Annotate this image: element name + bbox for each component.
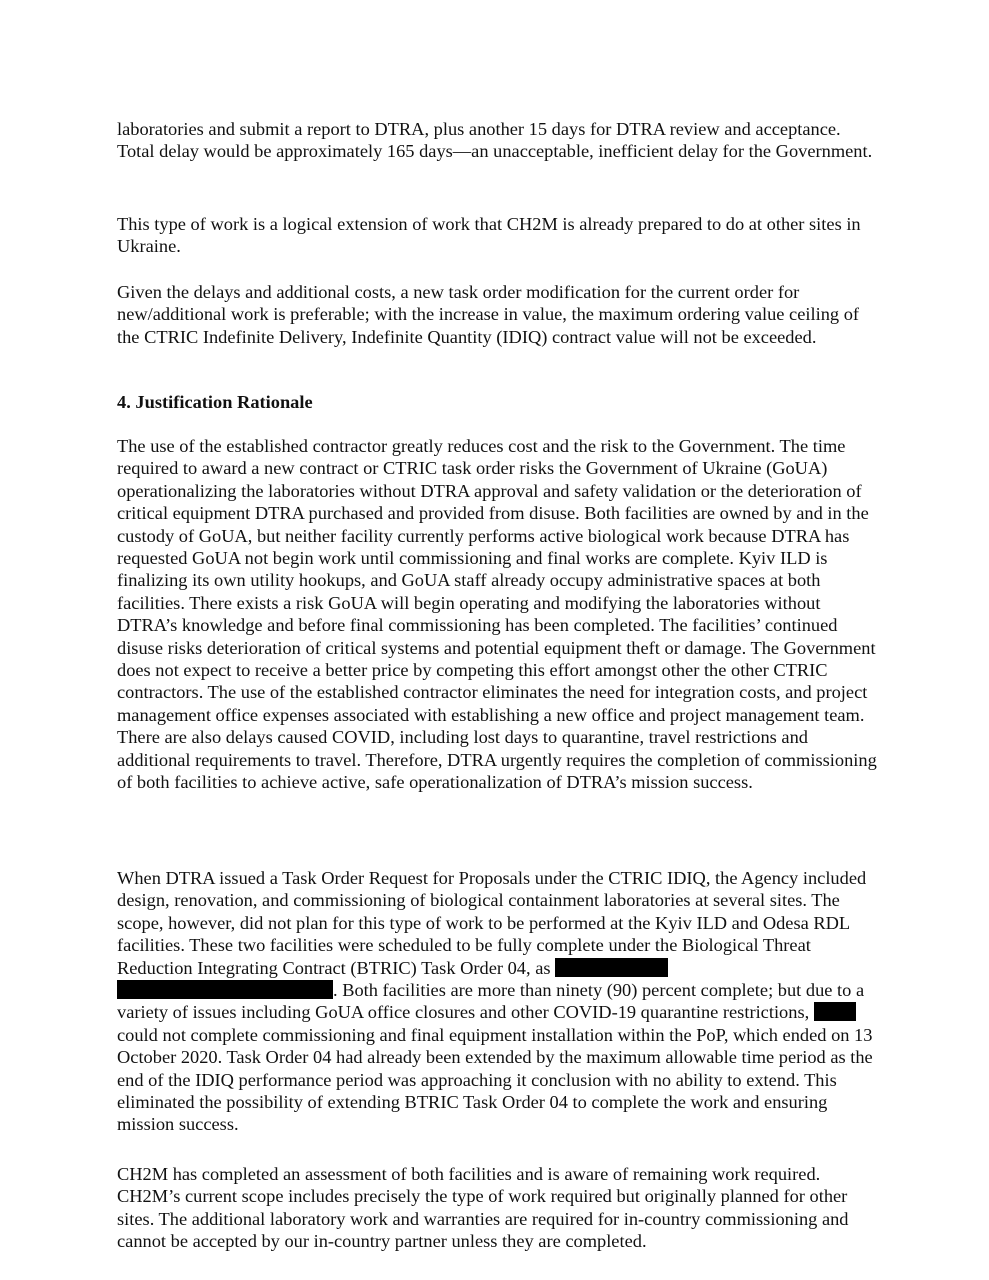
paragraph-assessment: CH2M has completed an assessment of both facilities and is aware of remaining work required. CH2M’s current scope includes precisely the type of work required but originally planned for other sites. The additional laboratory work and warranties are required for in-country commissioning and cannot be accepted by our in-country partner unless they are completed.: [117, 1164, 849, 1252]
redaction-block: [555, 958, 668, 977]
paragraph-task-order-request-part-b: . Both facilities are more than ninety (90) percent complete; but due to a variety of issues including GoUA office closures and other COVID-19 quarantine restrictions,: [117, 980, 865, 1023]
paragraph-task-order-request: [117, 867, 877, 1136]
paragraph-delay: laboratories and submit a report to DTRA, plus another 15 days for DTRA review and acceptance. Total delay would be approximately 165 days—an unacceptable, inefficient delay for the Government.: [117, 119, 873, 162]
paragraph-task-order-request-part-c: could not complete commissioning and final equipment installation within the PoP, which ended on 13 October 2020. Task Order 04 had already been extended by the maximum allowable time period as the end of the IDIQ performance period was approaching it conclusion with no ability to extend. This eliminated the possibility of extending BTRIC Task Order 04 to complete the work and ensuring mission success.: [117, 1024, 873, 1135]
redaction-block: [117, 980, 333, 999]
paragraph-logical-extension: This type of work is a logical extension of work that CH2M is already prepared to do at other sites in Ukraine.: [117, 214, 861, 257]
section-heading-justification: 4. Justification Rationale: [117, 392, 313, 412]
paragraph-task-order-modification: Given the delays and additional costs, a new task order modification for the current order for new/additional work is preferable; with the increase in value, the maximum ordering value ceiling of the CTRIC Indefinite Delivery, Indefinite Quantity (IDIQ) contract value will not be exceeded.: [117, 282, 860, 347]
paragraph-justification-rationale: The use of the established contractor greatly reduces cost and the risk to the Government. The time required to award a new contract or CTRIC task order risks the Government of Ukraine (GoUA) operationalizing the laboratories without DTRA approval and safety validation or the deterioration of critical equipment DTRA purchased and provided from disuse. Both facilities are owned by and in the custody of GoUA, but neither facility currently performs active biological work because DTRA has requested GoUA not begin work until commissioning and final works are complete. Kyiv ILD is finalizing its own utility hookups, and GoUA staff already occupy administrative spaces at both facilities. There exists a risk GoUA will begin operating and modifying the laboratories without DTRA’s knowledge and before final commissioning has been completed. The facilities’ continued disuse risks deterioration of critical systems and potential equipment theft or damage. The Government does not expect to receive a better price by competing this effort amongst other the other CTRIC contractors. The use of the established contractor eliminates the need for integration costs, and project management office expenses associated with establishing a new office and project management team. There are also delays caused COVID, including lost days to quarantine, travel restrictions and additional requirements to travel. Therefore, DTRA urgently requires the completion of commissioning of both facilities to achieve active, safe operationalization of DTRA’s mission success.: [117, 436, 877, 793]
redaction-block: [814, 1002, 856, 1021]
paragraph-task-order-request-part-a: When DTRA issued a Task Order Request for Proposals under the CTRIC IDIQ, the Agency included design, renovation, and commissioning of biological containment laboratories at several sites. The scope, however, did not plan for this type of work to be performed at the Kyiv ILD and Odesa RDL facilities. These two facilities were scheduled to be fully complete under the Biological Threat Reduction Integrating Contract (BTRIC) Task Order 04, as: [117, 868, 867, 978]
